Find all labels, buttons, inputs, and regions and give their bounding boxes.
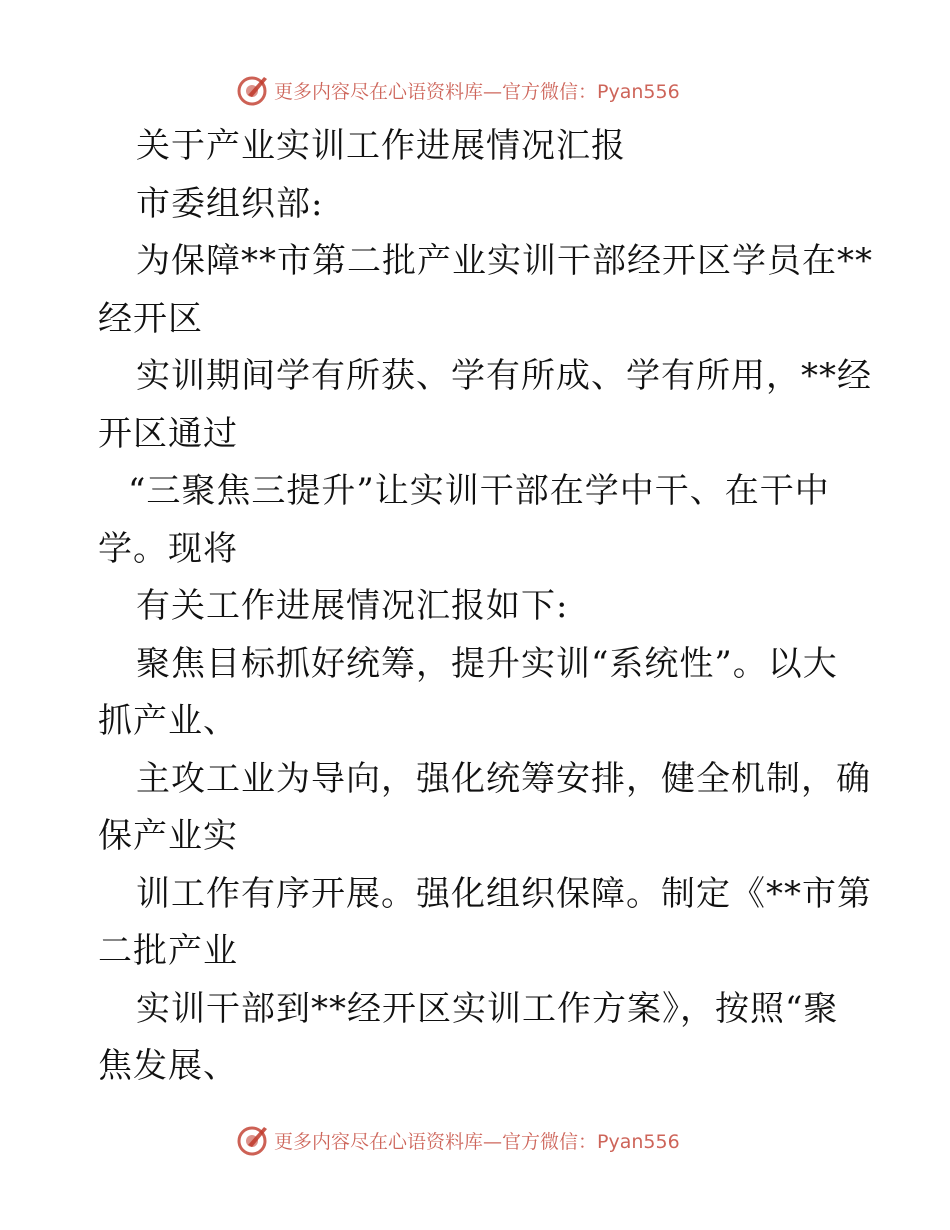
text-line: 实训干部到**经开区实训工作方案》，按照“聚 xyxy=(136,988,839,1029)
text-line: 学。现将 xyxy=(98,528,238,569)
document-title: 关于产业实训工作进展情况汇报 xyxy=(136,126,626,166)
quill-logo-icon xyxy=(236,1123,270,1157)
header-watermark xyxy=(236,70,716,110)
watermark-text: 更多内容尽在心语资料库—官方微信：Pyan556 xyxy=(274,1130,680,1153)
text-line: 焦发展、 xyxy=(98,1046,238,1086)
text-line: 开区通过 xyxy=(98,413,238,454)
text-line: 保产业实 xyxy=(98,816,238,856)
recipient-line: 市委组织部: xyxy=(136,183,324,224)
text-line: 抓产业、 xyxy=(98,701,238,741)
document-body xyxy=(98,118,873,1096)
watermark-text: 更多内容尽在心语资料库—官方微信：Pyan556 xyxy=(274,80,680,103)
text-line: 训工作有序开展。强化组织保障。制定《**市第 xyxy=(136,873,872,914)
text-line: 实训期间学有所获、学有所成、学有所用，**经 xyxy=(136,356,872,396)
quill-logo-icon xyxy=(236,73,270,107)
footer-watermark xyxy=(236,1120,716,1160)
text-line: 有关工作进展情况汇报如下: xyxy=(136,586,569,626)
text-line: 经开区 xyxy=(98,298,203,339)
text-line: “三聚焦三提升”让实训干部在学中干、在干中 xyxy=(128,471,830,511)
text-line: 二批产业 xyxy=(98,931,238,971)
text-line: 主攻工业为导向，强化统筹安排，健全机制，确 xyxy=(136,758,871,799)
text-line: 聚焦目标抓好统筹，提升实训“系统性”。以大 xyxy=(136,643,838,684)
text-line: 为保障**市第二批产业实训干部经开区学员在** xyxy=(136,241,873,281)
